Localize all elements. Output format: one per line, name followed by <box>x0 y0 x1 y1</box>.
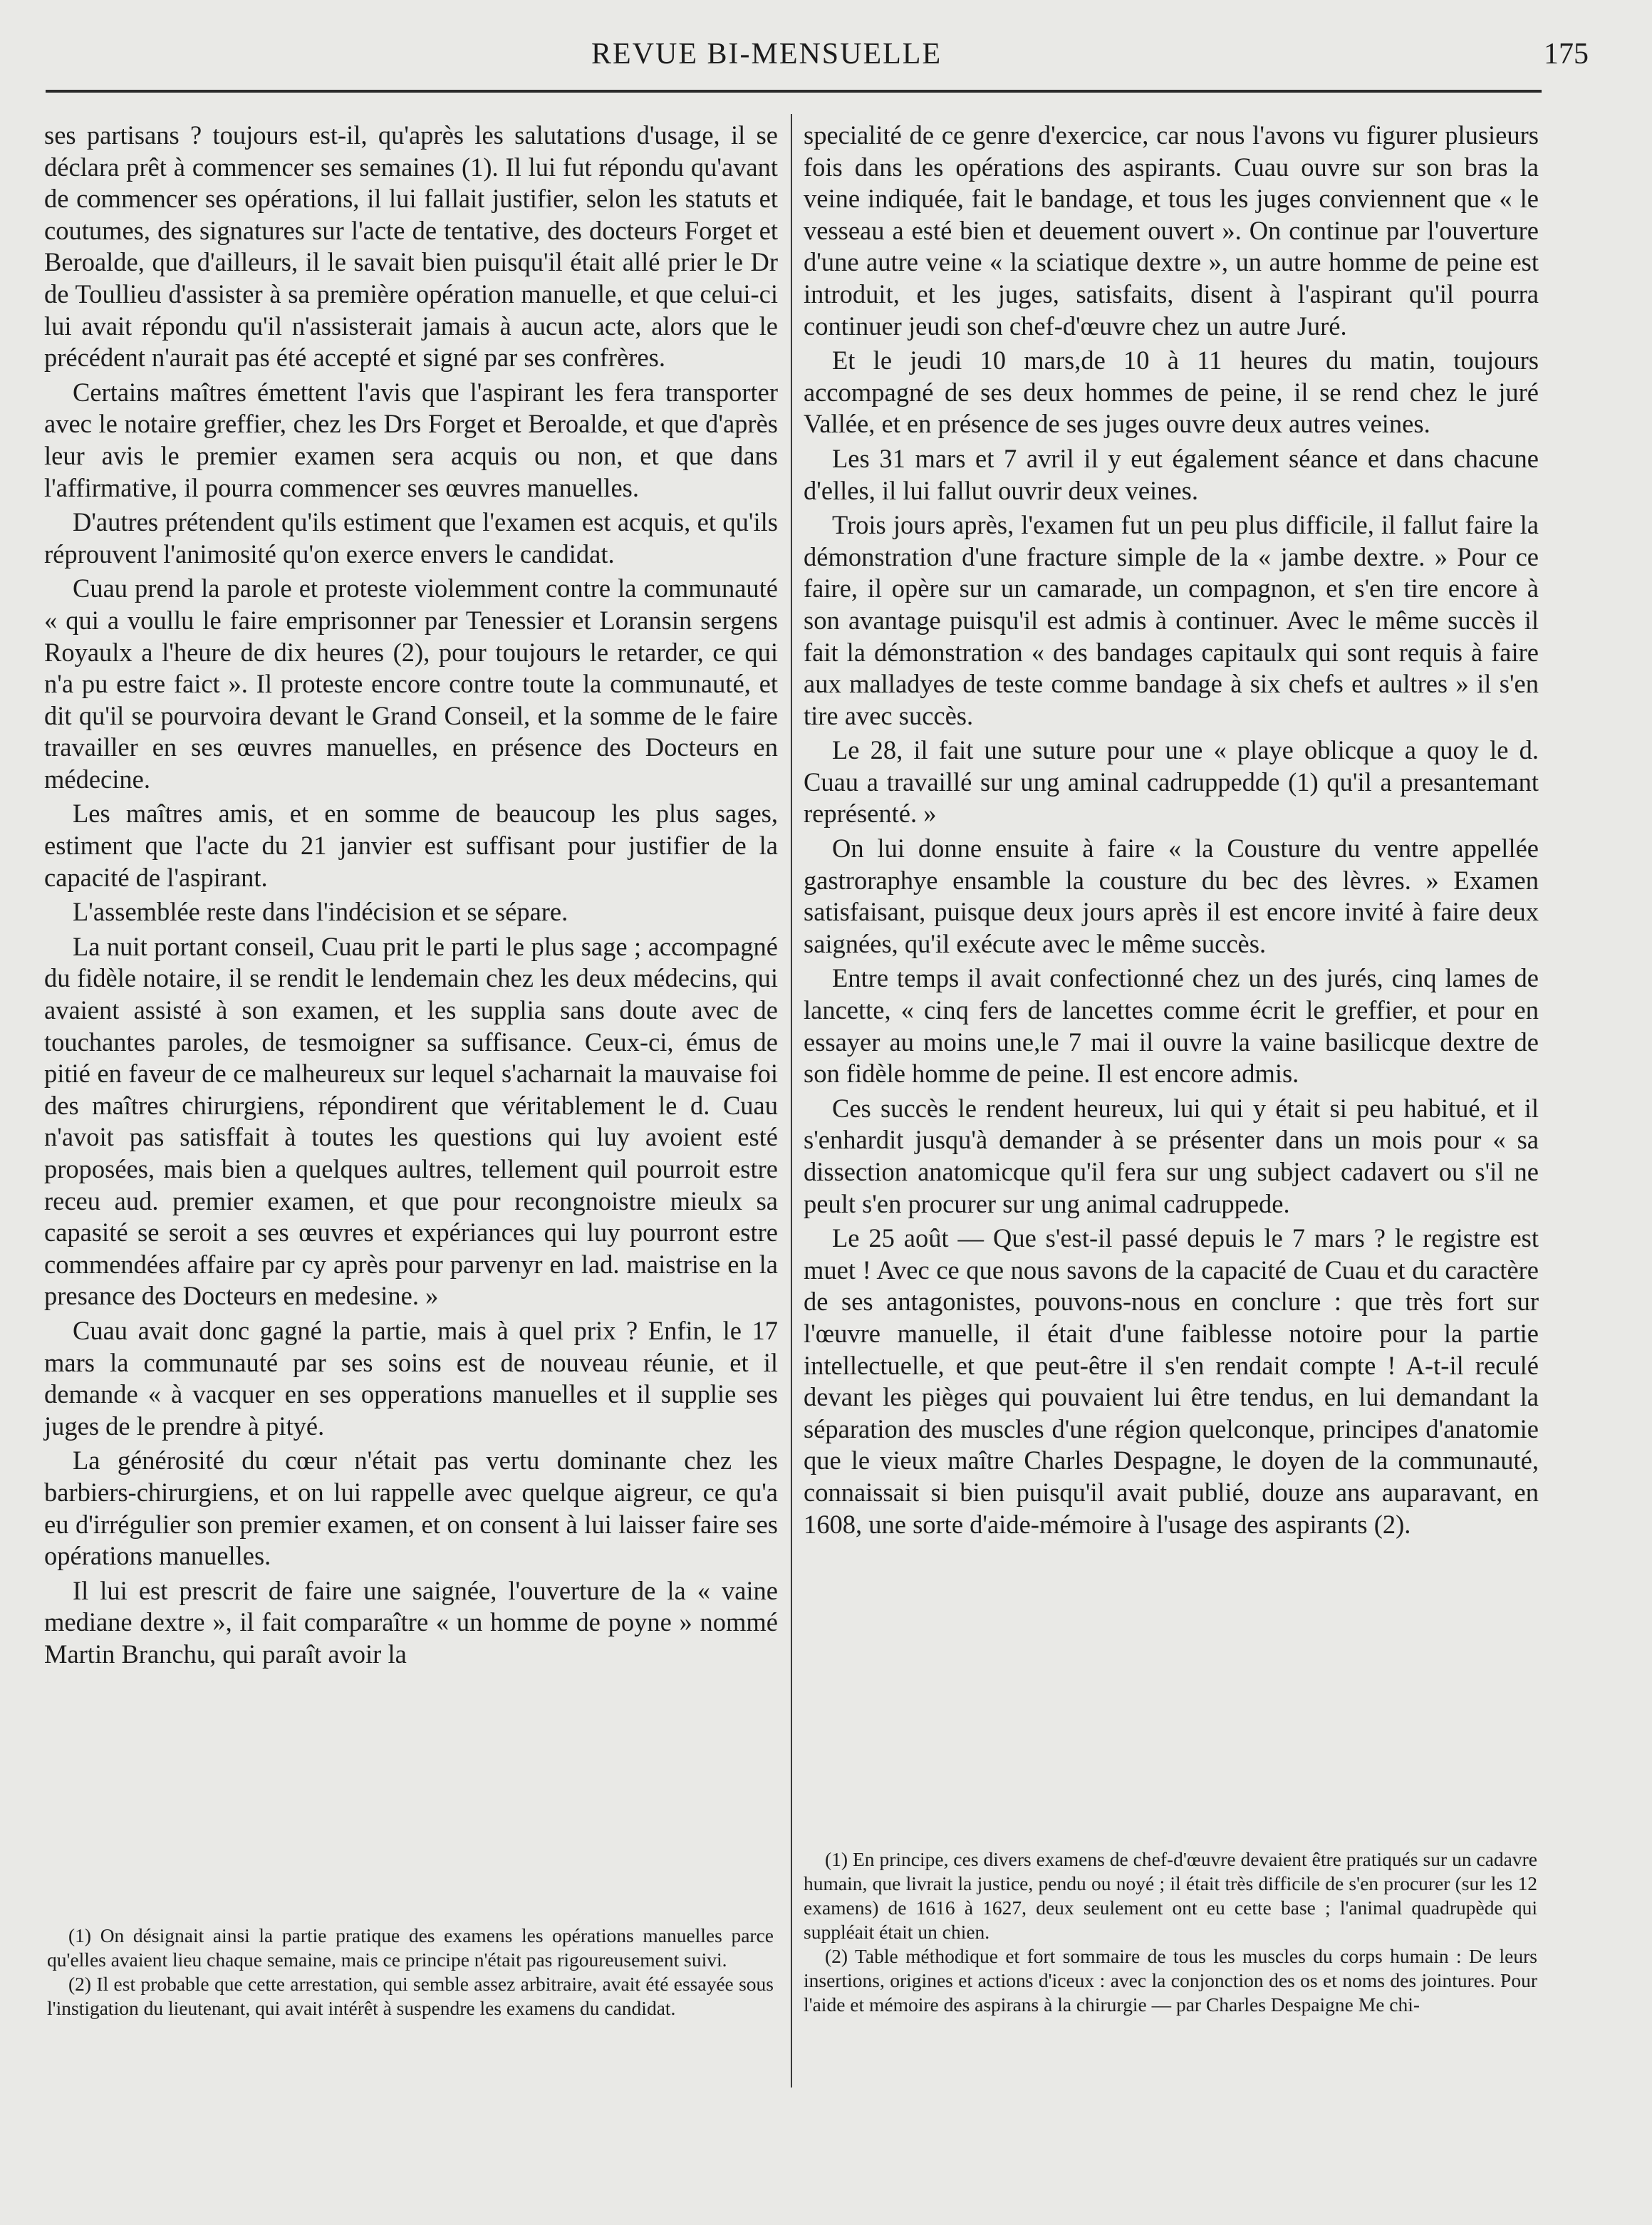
running-header <box>43 37 1589 80</box>
paragraph: La nuit portant conseil, Cuau prit le parti le plus sage ; accompagné du fidèle notaire, il se rendit le lendemain chez les deux médecins, qui avaient assisté à son examen, et les supplia sans doute avec de touchantes paroles, de tesmoigner sa suffisance. Ceux-ci, émus de pitié en faveur de ce malheureux sur lequel s'acharnait la mauvaise foi des maîtres chirurgiens, répondirent que véritablement le d. Cuau n'avoit pas satisffait à toutes les questions qui luy avoient esté proposées, mais bien a quelques aultres, tellement quil pourroit estre receu aud. premier examen, et que pour recongnoistre mieulx sa capasité se seroit a ses œuvres et expériances qui luy pourront estre commendées affaire par cy après pour parvenyr en lad. maistrise en la presance des Docteurs en medesine. » <box>44 931 778 1311</box>
paragraph: specialité de ce genre d'exercice, car nous l'avons vu figurer plusieurs fois dans les opérations des aspirants. Cuau ouvre sur son bras la veine indiquée, fait le bandage, et tous les juges conviennent que « le vesseau a esté bien et deuement ouvert ». On continue par l'ouverture d'une autre veine « la sciatique dextre », un autre homme de peine est introduit, et les juges, satisfaits, disent à l'aspirant qu'il pourra continuer jeudi son chef-d'œuvre chez un autre Juré. <box>804 120 1539 341</box>
left-footnotes <box>47 1924 774 2021</box>
footnote: (1) On désignait ainsi la partie pratique des examens les opérations manuelles parce qu'elles avaient lieu chaque semaine, mais ce principe n'était pas rigoureusement suivi. <box>47 1924 774 1971</box>
journal-title: REVUE BI-MENSUELLE <box>591 38 942 71</box>
footnote: (2) Il est probable que cette arrestation, qui semble assez arbitraire, avait été essayée sous l'instigation du lieutenant, qui avait intérêt à suspendre les examens du candidat. <box>47 1973 774 2019</box>
paragraph: Les 31 mars et 7 avril il y eut également séance et dans chacune d'elles, il lui fallut ouvrir deux veines. <box>804 443 1539 505</box>
paragraph: Et le jeudi 10 mars,de 10 à 11 heures du matin, toujours accompagné de ses deux hommes de peine, il se rend chez le juré Vallée, et en présence de ses juges ouvre deux autres veines. <box>804 346 1539 439</box>
paragraph: Cuau prend la parole et proteste violemment contre la communauté « qui a voullu le faire emprisonner par Tenessier et Loransin sergens Royaulx a l'heure de dix heures (2), pour toujours le retarder, ce qui n'a pu estre faict ». Il proteste encore contre toute la communauté, et dit qu'il se pourvoira devant le Grand Conseil, et la somme de le faire travailler en ses œuvres manuelles, en présence des Docteurs en médecine. <box>44 574 778 794</box>
right-footnotes <box>804 1847 1537 2017</box>
paragraph: Certains maîtres émettent l'avis que l'aspirant les fera transporter avec le notaire greffier, chez les Drs Forget et Beroalde, et que d'après leur avis le premier examen sera acquis ou non, et que dans l'affirmative, il pourra commencer ses œuvres manuelles. <box>44 377 778 502</box>
right-column <box>804 120 1539 1540</box>
column-divider <box>791 114 792 2087</box>
paragraph: ses partisans ? toujours est-il, qu'après les salutations d'usage, il se déclara prêt à commencer ses semaines (1). Il lui fut répondu qu'avant de commencer ses opérations, il lui fallait justifier, selon les statuts et coutumes, des signatures sur l'acte de tentative, des docteurs Forget et Beroalde, que d'ailleurs, il le savait bien puisqu'il était allé prier le Dr de Toullieu d'assister à sa première opération manuelle, et que celui-ci lui avait répondu qu'il n'assisterait jamais à aucun acte, alors que le précédent n'aurait pas été accepté et signé par ses confrères. <box>44 120 778 373</box>
left-column <box>44 120 778 1671</box>
page-number: 175 <box>1544 38 1589 71</box>
paragraph: Ces succès le rendent heureux, lui qui y était si peu habitué, et il s'enhardit jusqu'à demander à se présenter dans un mois pour « sa dissection anatomicque qu'il fera sur ung subject cadavert ou s'il ne peult s'en procurer sur ung animal cadruppede. <box>804 1093 1539 1218</box>
paragraph: Le 28, il fait une suture pour une « playe oblicque a quoy le d. Cuau a travaillé sur ung aminal cadruppedde (1) qu'il a presantemant représenté. » <box>804 735 1539 829</box>
footnote: (2) Table méthodique et fort sommaire de tous les muscles du corps humain : De leurs insertions, origines et actions d'iceux : avec la conjonction des os et noms des jointures. Pour l'aide et mémoire des aspirans à la chirurgie — par Charles Despaigne Me chi- <box>804 1945 1537 2016</box>
paragraph: Il lui est prescrit de faire une saignée, l'ouverture de la « vaine mediane dextre », il fait comparaître « un homme de poyne » nommé Martin Branchu, qui paraît avoir la <box>44 1575 778 1669</box>
header-rule <box>46 90 1542 93</box>
footnote: (1) En principe, ces divers examens de chef-d'œuvre devaient être pratiqués sur un cadavre humain, que livrait la justice, pendu ou noyé ; il était très difficile de s'en procurer (sur les 12 examens) de 1616 à 1627, deux seulement ont eu cette base ; l'animal quadrupède qui suppléait était un chien. <box>804 1848 1537 1943</box>
paragraph: La générosité du cœur n'était pas vertu dominante chez les barbiers-chirurgiens, et on lui rappelle avec quelque aigreur, ce qu'a eu d'irrégulier son premier examen, et on consent à lui laisser faire ses opérations manuelles. <box>44 1446 778 1571</box>
paragraph: Trois jours après, l'examen fut un peu plus difficile, il fallut faire la démonstration d'une fracture simple de la « jambe dextre. » Pour ce faire, il opère sur un camarade, un compagnon, et s'en tire encore à son avantage puisqu'il est admis à continuer. Avec le même succès il fait la démonstration « des bandages capitaulx qui sont requis à faire aux malladyes de teste comme bandage à six chefs et aultres » il s'en tire avec succès. <box>804 510 1539 730</box>
paragraph: D'autres prétendent qu'ils estiment que l'examen est acquis, et qu'ils réprouvent l'animosité qu'on exerce envers le candidat. <box>44 507 778 569</box>
paragraph: Entre temps il avait confectionné chez un des jurés, cinq lames de lancette, « cinq fers de lancettes comme écrit le greffier, et pour en essayer au moins une,le 7 mai il ouvre la vaine basilicque dextre de son fidèle homme de peine. Il est encore admis. <box>804 963 1539 1089</box>
paragraph: L'assemblée reste dans l'indécision et se sépare. <box>73 897 568 927</box>
paragraph: Le 25 août — Que s'est-il passé depuis le 7 mars ? le registre est muet ! Avec ce que nous savons de la capacité de Cuau et du caractère de ses antagonistes, pouvons-nous en conclure : que très fort sur l'œuvre manuelle, il était d'une faiblesse notoire pour la partie intellectuelle, et que peut-être il s'en rendait compte ! A-t-il reculé devant les pièges qui pouvaient lui être tendus, en lui demandant la séparation des muscles d'une région quelconque, principes d'anatomie que le vieux maître Charles Despagne, le doyen de la communauté, connaissait si bien puisqu'il avait publié, douze ans auparavant, en 1608, une sorte d'aide-mémoire à l'usage des aspirants (2). <box>804 1223 1539 1539</box>
paragraph: Cuau avait donc gagné la partie, mais à quel prix ? Enfin, le 17 mars la communauté par ses soins est de nouveau réunie, et il demande « à vacquer en ses opperations manuelles et il supplie ses juges de le prendre à pityé. <box>44 1315 778 1441</box>
paragraph: On lui donne ensuite à faire « la Cousture du ventre appellée gastroraphye ensamble la cousture du bec des lèvres. » Examen satisfaisant, puisque deux jours après il est encore invité à faire deux saignées, qu'il exécute avec le même succès. <box>804 834 1539 958</box>
paragraph: Les maîtres amis, et en somme de beaucoup les plus sages, estiment que l'acte du 21 janvier est suffisant pour justifier de la capacité de l'aspirant. <box>44 799 778 892</box>
